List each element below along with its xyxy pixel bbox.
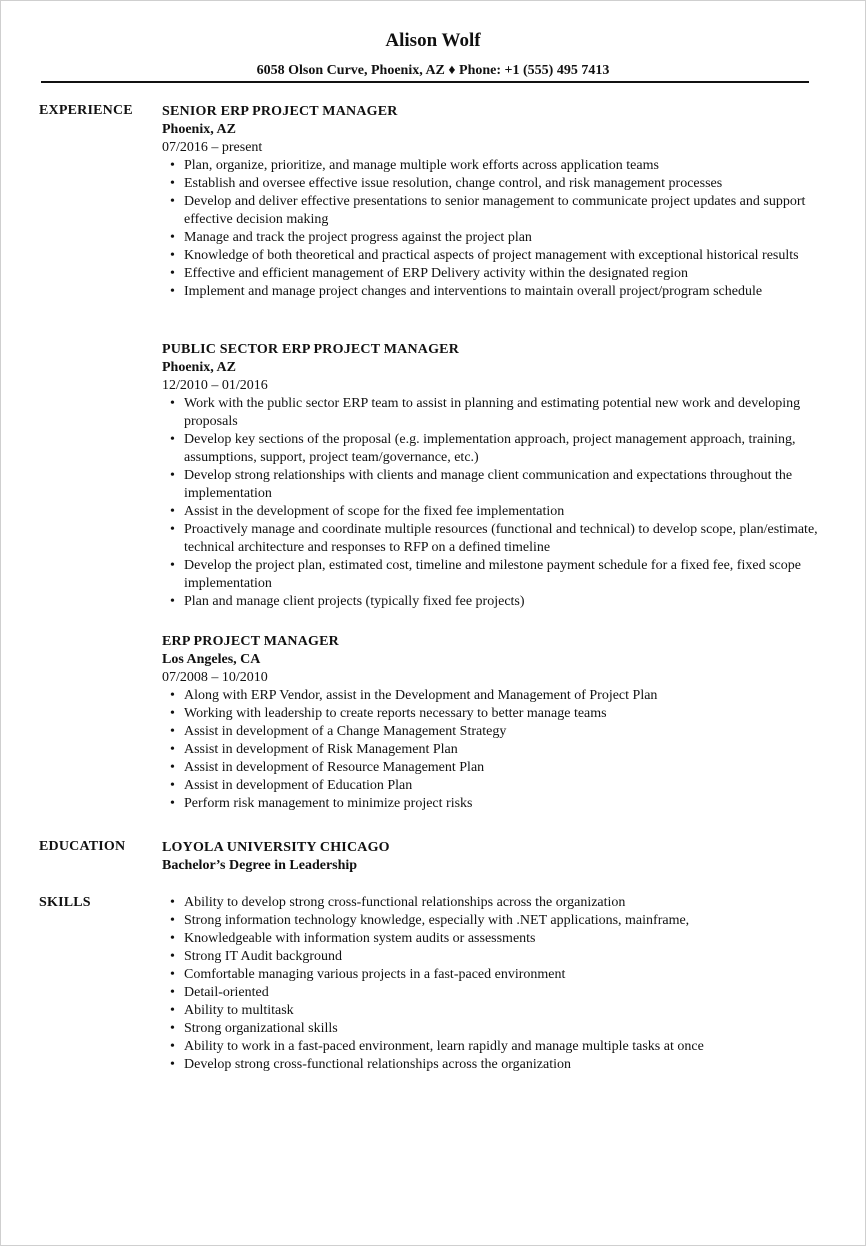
skills-bullets bbox=[162, 894, 822, 1074]
list-item: • Develop the project plan, estimated cost, timeline and milestone payment schedule for a fixed fee, fixed scope implementation bbox=[162, 557, 822, 593]
list-item: • Manage and track the project progress against the project plan bbox=[162, 229, 822, 247]
list-item: • Assist in development of Risk Management Plan bbox=[162, 741, 822, 759]
job-title: PUBLIC SECTOR ERP PROJECT MANAGER bbox=[162, 342, 460, 357]
list-item: • Strong IT Audit background bbox=[162, 948, 822, 966]
list-item: • Assist in the development of scope for the fixed fee implementation bbox=[162, 503, 822, 521]
list-item: • Ability to multitask bbox=[162, 1002, 822, 1020]
list-item: • Develop key sections of the proposal (e.g. implementation approach, project management approach, training, assumptions, support, project team/governance, etc.) bbox=[162, 431, 822, 467]
list-item: • Assist in development of Resource Management Plan bbox=[162, 759, 822, 777]
list-item: • Work with the public sector ERP team to assist in planning and estimating potential new work and developing proposals bbox=[162, 395, 822, 431]
list-item: • Assist in development of a Change Management Strategy bbox=[162, 723, 822, 741]
job-title: SENIOR ERP PROJECT MANAGER bbox=[162, 104, 398, 119]
job-location: Phoenix, AZ bbox=[162, 360, 236, 375]
job-dates: 07/2008 – 10/2010 bbox=[162, 670, 268, 685]
list-item: • Implement and manage project changes and interventions to maintain overall project/program schedule bbox=[162, 283, 822, 301]
school-name: LOYOLA UNIVERSITY CHICAGO bbox=[162, 840, 390, 855]
job-bullets bbox=[162, 395, 822, 611]
list-item: • Knowledge of both theoretical and practical aspects of project management with exceptional historical results bbox=[162, 247, 822, 265]
list-item: • Effective and efficient management of ERP Delivery activity within the designated region bbox=[162, 265, 822, 283]
job-entry bbox=[162, 341, 822, 611]
list-item: • Plan and manage client projects (typically fixed fee projects) bbox=[162, 593, 822, 611]
list-item: • Assist in development of Education Plan bbox=[162, 777, 822, 795]
candidate-name: Alison Wolf bbox=[385, 30, 481, 51]
list-item: • Ability to work in a fast-paced environment, learn rapidly and manage multiple tasks at once bbox=[162, 1038, 822, 1056]
list-item: • Ability to develop strong cross-functional relationships across the organization bbox=[162, 894, 822, 912]
list-item: • Strong organizational skills bbox=[162, 1020, 822, 1038]
education-heading: EDUCATION bbox=[39, 839, 126, 854]
list-item: • Develop and deliver effective presentations to senior management to communicate project updates and support effective decision making bbox=[162, 193, 822, 229]
job-entry bbox=[162, 633, 822, 813]
job-entry bbox=[162, 103, 822, 301]
list-item: • Establish and oversee effective issue resolution, change control, and risk management processes bbox=[162, 175, 822, 193]
job-location: Phoenix, AZ bbox=[162, 122, 236, 137]
contact-line: 6058 Olson Curve, Phoenix, AZ ♦ Phone: +1 (555) 495 7413 bbox=[256, 63, 610, 78]
header-divider bbox=[41, 81, 809, 83]
skills-heading: SKILLS bbox=[39, 895, 91, 910]
list-item: • Perform risk management to minimize project risks bbox=[162, 795, 822, 813]
list-item: • Working with leadership to create reports necessary to better manage teams bbox=[162, 705, 822, 723]
list-item: • Plan, organize, prioritize, and manage multiple work efforts across application teams bbox=[162, 157, 822, 175]
list-item: • Develop strong relationships with clients and manage client communication and expectations throughout the implementation bbox=[162, 467, 822, 503]
experience-heading: EXPERIENCE bbox=[39, 103, 133, 118]
job-dates: 12/2010 – 01/2016 bbox=[162, 378, 268, 393]
job-bullets bbox=[162, 687, 822, 813]
job-title: ERP PROJECT MANAGER bbox=[162, 634, 339, 649]
list-item: • Along with ERP Vendor, assist in the Development and Management of Project Plan bbox=[162, 687, 822, 705]
list-item: • Detail-oriented bbox=[162, 984, 822, 1002]
skills-list bbox=[162, 894, 822, 1074]
list-item: • Strong information technology knowledge, especially with .NET applications, mainframe, bbox=[162, 912, 822, 930]
job-dates: 07/2016 – present bbox=[162, 140, 263, 155]
list-item: • Comfortable managing various projects in a fast-paced environment bbox=[162, 966, 822, 984]
degree: Bachelor’s Degree in Leadership bbox=[162, 858, 358, 873]
list-item: • Develop strong cross-functional relationships across the organization bbox=[162, 1056, 822, 1074]
list-item: • Proactively manage and coordinate multiple resources (functional and technical) to develop scope, plan/estimate, technical architecture and responses to RFP on a defined timeline bbox=[162, 521, 822, 557]
education-entry bbox=[162, 839, 822, 875]
job-location: Los Angeles, CA bbox=[162, 652, 261, 667]
list-item: • Knowledgeable with information system audits or assessments bbox=[162, 930, 822, 948]
job-bullets bbox=[162, 157, 822, 301]
